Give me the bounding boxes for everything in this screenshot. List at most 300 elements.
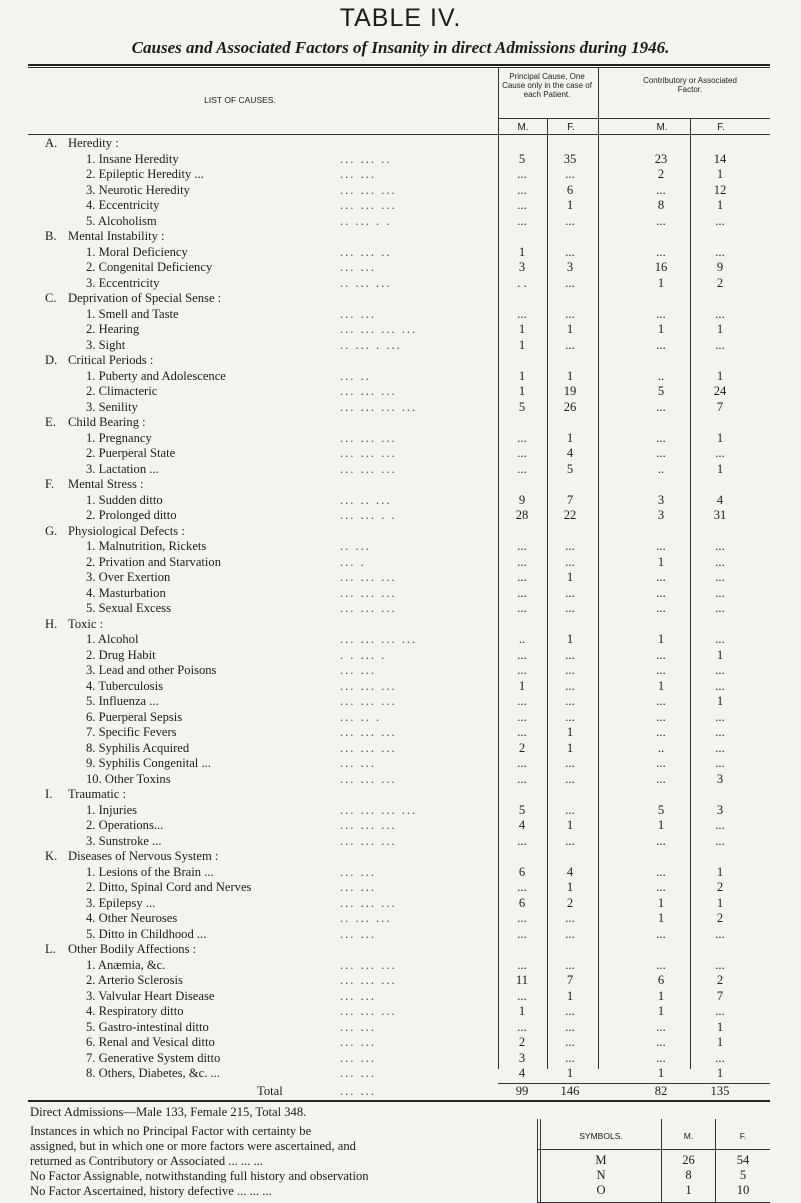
principal-female: 1 xyxy=(566,570,574,584)
category-label: Heredity : xyxy=(68,136,119,150)
principal-male: ... xyxy=(517,554,527,569)
leader-dots: ... ... ... xyxy=(340,198,397,212)
contrib-male: ... xyxy=(656,694,666,708)
cause-label: 1. Puberty and Adolescence xyxy=(86,368,226,383)
principal-female: ... xyxy=(565,957,575,972)
category-row xyxy=(0,291,801,307)
leader-dots: ... ... ... ... xyxy=(340,322,418,336)
principal-female: ... xyxy=(565,539,575,553)
cause-label: 9. Syphilis Congenital ... xyxy=(86,756,211,770)
leader-dots: ... ... xyxy=(340,1066,377,1080)
principal-male: 1 xyxy=(518,337,526,352)
instances-note-line3: returned as Contributory or Associated ... ... ... xyxy=(30,1154,263,1168)
leader-dots: ... ... xyxy=(340,1083,377,1098)
principal-female: ... xyxy=(565,694,575,708)
leader-dots: ... ... xyxy=(340,1019,377,1034)
cause-label: 1. Smell and Taste xyxy=(86,306,179,321)
leader-dots: ... ... xyxy=(340,988,377,1003)
cause-row xyxy=(0,679,801,695)
contrib-male: ... xyxy=(656,709,666,724)
cause-label: Total xyxy=(257,1083,283,1098)
symbol-male: 1 xyxy=(685,1183,692,1197)
principal-female: 35 xyxy=(563,151,577,166)
contrib-female: 7 xyxy=(716,399,724,414)
leader-dots: ... ... ... ... xyxy=(340,632,418,646)
category-label: Mental Stress : xyxy=(68,477,144,491)
cause-label: 3. Neurotic Heredity xyxy=(86,182,190,197)
leader-dots: ... .. . xyxy=(340,709,382,724)
cause-label: 2. Drug Habit xyxy=(86,647,156,662)
contrib-male: .. xyxy=(657,368,665,383)
cause-label: 4. Respiratory ditto xyxy=(86,1004,184,1018)
category-letter: G. xyxy=(45,523,58,538)
contrib-female: 1 xyxy=(716,1066,724,1080)
cause-row xyxy=(0,818,801,834)
leader-dots: .. ... ... xyxy=(340,275,392,290)
contrib-female: 4 xyxy=(716,492,724,507)
cause-row xyxy=(0,973,801,989)
principal-male: .. xyxy=(518,632,526,646)
cause-label: 8. Syphilis Acquired xyxy=(86,740,190,755)
principal-female: ... xyxy=(565,585,575,600)
cause-label: 4. Tuberculosis xyxy=(86,678,163,693)
contrib-female: 1 xyxy=(716,895,724,910)
principal-female: 4 xyxy=(566,864,574,879)
cause-row xyxy=(0,632,801,648)
cause-row xyxy=(0,756,801,772)
leader-dots: ... .. ... xyxy=(340,492,392,507)
category-row xyxy=(0,353,801,369)
leader-dots: ... ... ... xyxy=(340,430,397,445)
principal-female: 1 xyxy=(566,1066,574,1080)
cause-row xyxy=(0,927,801,943)
contrib-female: ... xyxy=(715,740,725,755)
cause-label: 3. Over Exertion xyxy=(86,570,171,584)
symbol-male: 8 xyxy=(685,1168,692,1182)
principal-male: ... xyxy=(517,167,527,181)
contrib-female: 1 xyxy=(716,368,724,383)
total-row xyxy=(0,1084,801,1100)
instances-note-line1: Instances in which no Principal Factor with certainty be xyxy=(30,1124,312,1138)
category-label: Child Bearing : xyxy=(68,415,146,429)
principal-male: ... xyxy=(517,833,527,848)
contrib-male: 1 xyxy=(657,895,665,910)
contrib-male: 6 xyxy=(657,973,665,987)
principal-male: ... xyxy=(517,957,527,972)
category-label: Critical Periods : xyxy=(68,353,154,367)
cause-label: 1. Alcohol xyxy=(86,632,139,646)
contrib-female: 2 xyxy=(716,973,724,987)
symbol-female: 54 xyxy=(736,1153,750,1167)
principal-female: ... xyxy=(565,833,575,848)
cause-label: 3. Sunstroke ... xyxy=(86,833,162,848)
principal-male: 99 xyxy=(515,1083,529,1098)
category-row xyxy=(0,477,801,493)
principal-female: 1 xyxy=(566,818,574,832)
cause-label: 3. Lead and other Poisons xyxy=(86,663,217,677)
cause-row xyxy=(0,772,801,788)
contrib-female: 14 xyxy=(713,151,727,166)
contrib-male: 1 xyxy=(657,678,665,693)
principal-male: ... xyxy=(517,446,527,460)
cause-label: 1. Sudden ditto xyxy=(86,492,163,507)
principal-male: ... xyxy=(517,430,527,445)
contrib-male: ... xyxy=(656,399,666,414)
no-factor-assignable-note: No Factor Assignable, notwithstanding full history and observation xyxy=(30,1169,369,1183)
cause-label: 7. Generative System ditto xyxy=(86,1050,221,1065)
contrib-female: 1 xyxy=(716,322,724,336)
cause-row xyxy=(0,214,801,230)
cause-label: 2. Privation and Starvation xyxy=(86,554,222,569)
cause-label: 2. Climacteric xyxy=(86,384,158,398)
table-bottom-rule xyxy=(28,1100,770,1102)
cause-label: 1. Moral Deficiency xyxy=(86,244,188,259)
contrib-male: ... xyxy=(656,570,666,584)
category-row xyxy=(0,524,801,540)
leader-dots: ... ... xyxy=(340,663,377,677)
contrib-female: ... xyxy=(715,709,725,724)
cause-row xyxy=(0,338,801,354)
contrib-male: ... xyxy=(656,833,666,848)
principal-female: ... xyxy=(565,1004,575,1018)
cause-label: 2. Ditto, Spinal Cord and Nerves xyxy=(86,880,252,894)
category-label: Diseases of Nervous System : xyxy=(68,849,219,863)
cause-row xyxy=(0,865,801,881)
contrib-male: ... xyxy=(656,1035,666,1049)
cause-row xyxy=(0,493,801,509)
contrib-female: 12 xyxy=(713,182,727,197)
contrib-male: ... xyxy=(656,880,666,894)
principal-female: ... xyxy=(565,678,575,693)
cause-row xyxy=(0,384,801,400)
category-label: Other Bodily Affections : xyxy=(68,942,197,956)
total-top-rule xyxy=(498,1083,770,1084)
contrib-male: 1 xyxy=(657,322,665,336)
cause-row xyxy=(0,555,801,571)
category-label: Mental Instability : xyxy=(68,229,165,243)
contrib-female: ... xyxy=(715,554,725,569)
cause-label: 3. Sight xyxy=(86,337,126,352)
category-label: Physiological Defects : xyxy=(68,523,185,538)
leader-dots: ... ... ... xyxy=(340,694,397,708)
principal-female: ... xyxy=(565,647,575,662)
contrib-male: ... xyxy=(656,601,666,615)
principal-female: ... xyxy=(565,213,575,228)
cause-label: 2. Congenital Deficiency xyxy=(86,260,213,274)
principal-female: 7 xyxy=(566,492,574,507)
category-letter: E. xyxy=(45,415,56,429)
contrib-female: 1 xyxy=(716,1035,724,1049)
category-row xyxy=(0,617,801,633)
cause-row xyxy=(0,260,801,276)
contrib-male: ... xyxy=(656,539,666,553)
leader-dots: .. ... xyxy=(340,539,371,553)
principal-male: 1 xyxy=(518,1004,526,1018)
leader-dots: ... ... xyxy=(340,864,377,879)
contrib-male: ... xyxy=(656,926,666,941)
principal-female: ... xyxy=(565,554,575,569)
category-letter: K. xyxy=(45,849,58,863)
contrib-male: ... xyxy=(656,306,666,321)
principal-male: 5 xyxy=(518,802,526,817)
cause-row xyxy=(0,1004,801,1020)
cause-label: 3. Eccentricity xyxy=(86,275,160,290)
leader-dots: . . ... . xyxy=(340,647,387,662)
cause-label: 2. Arterio Sclerosis xyxy=(86,973,183,987)
cause-row xyxy=(0,1020,801,1036)
principal-female: ... xyxy=(565,337,575,352)
principal-female: 1 xyxy=(566,198,574,212)
cause-row xyxy=(0,307,801,323)
contrib-male: 1 xyxy=(657,554,665,569)
contributory-header: Contributory or Associated Factor. xyxy=(643,76,737,94)
leader-dots: ... ... xyxy=(340,306,377,321)
leader-dots: ... ... xyxy=(340,1050,377,1065)
contrib-male: 5 xyxy=(657,384,665,398)
contrib-male: 82 xyxy=(654,1083,668,1098)
cause-row xyxy=(0,1051,801,1067)
cause-row xyxy=(0,896,801,912)
category-letter: H. xyxy=(45,616,58,631)
contrib-female: ... xyxy=(715,585,725,600)
contrib-male: 1 xyxy=(657,1066,665,1080)
leader-dots: .. ... ... xyxy=(340,911,392,925)
cause-row xyxy=(0,400,801,416)
contrib-female: 3 xyxy=(716,771,724,786)
principal-male: ... xyxy=(517,539,527,553)
principal-female: ... xyxy=(565,771,575,786)
header-divider xyxy=(498,118,770,119)
contrib-female: 24 xyxy=(713,384,727,398)
leader-dots: ... ... .. xyxy=(340,151,392,166)
causes-table-body xyxy=(0,136,801,1099)
principal-female: ... xyxy=(565,756,575,770)
principal-female: ... xyxy=(565,911,575,925)
contrib-female: 1 xyxy=(716,198,724,212)
direct-admissions-note: Direct Admissions—Male 133, Female 215, Total 348. xyxy=(30,1105,307,1119)
contrib-male: 1 xyxy=(657,275,665,290)
contrib-female: 1 xyxy=(716,167,724,181)
cause-row xyxy=(0,989,801,1005)
contrib-female: ... xyxy=(715,957,725,972)
principal-f-header: F. xyxy=(567,122,575,133)
principal-male: 11 xyxy=(515,973,529,987)
principal-male: ... xyxy=(517,461,527,476)
category-label: Deprivation of Special Sense : xyxy=(68,291,222,305)
contrib-female: 9 xyxy=(716,260,724,274)
contrib-female: ... xyxy=(715,632,725,646)
contrib-male: ... xyxy=(656,446,666,460)
leader-dots: ... ... xyxy=(340,926,377,941)
cause-label: 7. Specific Fevers xyxy=(86,725,177,739)
leader-dots: ... ... ... ... xyxy=(340,399,418,414)
contrib-female: 1 xyxy=(716,1019,724,1034)
cause-label: 5. Ditto in Childhood ... xyxy=(86,926,207,941)
contrib-female: 2 xyxy=(716,275,724,290)
category-label: Toxic : xyxy=(68,616,104,631)
contrib-female: 3 xyxy=(716,802,724,817)
cause-row xyxy=(0,911,801,927)
principal-female: 22 xyxy=(563,508,577,522)
category-row xyxy=(0,787,801,803)
principal-female: ... xyxy=(565,275,575,290)
cause-row xyxy=(0,741,801,757)
principal-female: 1 xyxy=(566,322,574,336)
cause-label: 1. Lesions of the Brain ... xyxy=(86,864,214,879)
principal-female: ... xyxy=(565,802,575,817)
principal-female: 7 xyxy=(566,973,574,987)
contrib-female: 31 xyxy=(713,508,727,522)
contrib-female: ... xyxy=(715,1050,725,1065)
principal-male: 6 xyxy=(518,895,526,910)
contrib-female: ... xyxy=(715,818,725,832)
cause-label: 6. Renal and Vesical ditto xyxy=(86,1035,215,1049)
cause-label: 3. Lactation ... xyxy=(86,461,159,476)
principal-male: 2 xyxy=(518,1035,526,1049)
principal-female: 3 xyxy=(566,260,574,274)
leader-dots: ... . xyxy=(340,554,366,569)
symbol-male: 26 xyxy=(682,1153,695,1167)
contrib-female: ... xyxy=(715,601,725,615)
contrib-male: ... xyxy=(656,337,666,352)
principal-male: ... xyxy=(517,880,527,894)
principal-male: 6 xyxy=(518,864,526,879)
leader-dots: ... ... ... xyxy=(340,601,397,615)
contrib-female: ... xyxy=(715,337,725,352)
cause-label: 4. Eccentricity xyxy=(86,198,160,212)
principal-male: ... xyxy=(517,725,527,739)
principal-male: ... xyxy=(517,756,527,770)
contrib-male: 8 xyxy=(657,198,665,212)
cause-label: 1. Insane Heredity xyxy=(86,151,179,166)
principal-male: ... xyxy=(517,570,527,584)
category-letter: F. xyxy=(45,477,55,491)
category-letter: B. xyxy=(45,229,57,243)
cause-row xyxy=(0,198,801,214)
cause-label: 2. Operations... xyxy=(86,818,164,832)
cause-row xyxy=(0,462,801,478)
principal-female: 146 xyxy=(560,1083,580,1098)
cause-label: 3. Valvular Heart Disease xyxy=(86,988,215,1003)
cause-label: 5. Alcoholism xyxy=(86,213,157,228)
leader-dots: ... ... ... xyxy=(340,446,397,460)
symbol-code: N xyxy=(596,1168,606,1182)
principal-male: 3 xyxy=(518,1050,526,1065)
contrib-female: ... xyxy=(715,833,725,848)
principal-female: 1 xyxy=(566,725,574,739)
principal-female: ... xyxy=(565,663,575,677)
cause-row xyxy=(0,167,801,183)
leader-dots: ... ... .. xyxy=(340,244,392,259)
principal-female: 4 xyxy=(566,446,574,460)
contrib-male: 3 xyxy=(657,492,665,507)
contrib-male: 3 xyxy=(657,508,665,522)
cause-row xyxy=(0,369,801,385)
category-letter: L. xyxy=(45,942,56,956)
contrib-female: ... xyxy=(715,306,725,321)
table-subtitle: Causes and Associated Factors of Insanity in direct Admissions during 1946. xyxy=(131,38,670,57)
cause-row xyxy=(0,725,801,741)
leader-dots: ... ... ... xyxy=(340,818,397,832)
principal-male: ... xyxy=(517,306,527,321)
cause-label: 5. Influenza ... xyxy=(86,694,159,708)
contrib-male: ... xyxy=(656,771,666,786)
contrib-female: ... xyxy=(715,570,725,584)
contrib-female: ... xyxy=(715,1004,725,1018)
principal-female: 26 xyxy=(563,399,577,414)
cause-row xyxy=(0,446,801,462)
leader-dots: ... ... . . xyxy=(340,508,397,522)
principal-male: ... xyxy=(517,213,527,228)
contrib-f-header: F. xyxy=(717,122,725,133)
cause-label: 4. Masturbation xyxy=(86,585,166,600)
principal-female: 1 xyxy=(566,430,574,445)
cause-row xyxy=(0,958,801,974)
leader-dots: .. ... . . xyxy=(340,213,392,228)
principal-male: ... xyxy=(517,1019,527,1034)
principal-male: 2 xyxy=(518,740,526,755)
principal-male: ... xyxy=(517,182,527,197)
leader-dots: ... .. xyxy=(340,368,371,383)
cause-label: 4. Other Neuroses xyxy=(86,911,178,925)
symbol-female: 10 xyxy=(736,1183,750,1197)
contrib-female: ... xyxy=(715,725,725,739)
contrib-female: ... xyxy=(715,446,725,460)
cause-row xyxy=(0,694,801,710)
principal-cause-header: Principal Cause, One Cause only in the case of each Patient. xyxy=(502,72,592,99)
category-row xyxy=(0,229,801,245)
principal-female: ... xyxy=(565,244,575,259)
principal-male: ... xyxy=(517,198,527,212)
leader-dots: ... ... xyxy=(340,167,377,181)
contrib-female: 2 xyxy=(716,880,724,894)
leader-dots: ... ... ... xyxy=(340,771,397,786)
principal-female: 1 xyxy=(566,632,574,646)
contrib-male: .. xyxy=(657,740,665,755)
contrib-male: ... xyxy=(656,430,666,445)
cause-label: 1. Malnutrition, Rickets xyxy=(86,539,207,553)
category-row xyxy=(0,849,801,865)
list-of-causes-header: LIST OF CAUSES. xyxy=(204,95,276,105)
symbols-f-header: F. xyxy=(739,1131,747,1141)
contrib-female: 1 xyxy=(716,864,724,879)
contrib-female: ... xyxy=(715,678,725,693)
cause-label: 1. Anæmia, &c. xyxy=(86,957,166,972)
top-rule xyxy=(28,64,770,66)
principal-male: 5 xyxy=(518,151,526,166)
leader-dots: ... ... ... ... xyxy=(340,802,418,817)
principal-female: 1 xyxy=(566,988,574,1003)
principal-male: ... xyxy=(517,709,527,724)
category-label: Traumatic : xyxy=(68,787,126,801)
category-row xyxy=(0,136,801,152)
principal-male: 5 xyxy=(518,399,526,414)
principal-female: 1 xyxy=(566,880,574,894)
leader-dots: ... ... ... xyxy=(340,384,397,398)
contrib-male: ... xyxy=(656,957,666,972)
category-row xyxy=(0,415,801,431)
cause-label: 8. Others, Diabetes, &c. ... xyxy=(86,1066,220,1080)
leader-dots: ... ... ... xyxy=(340,678,397,693)
contrib-male: 5 xyxy=(657,802,665,817)
contrib-male: 23 xyxy=(654,151,668,166)
symbol-code: O xyxy=(596,1183,606,1197)
leader-dots: ... ... ... xyxy=(340,570,397,584)
principal-female: ... xyxy=(565,1035,575,1049)
principal-female: 6 xyxy=(566,182,574,197)
principal-male: 1 xyxy=(518,244,526,259)
cause-row xyxy=(0,322,801,338)
